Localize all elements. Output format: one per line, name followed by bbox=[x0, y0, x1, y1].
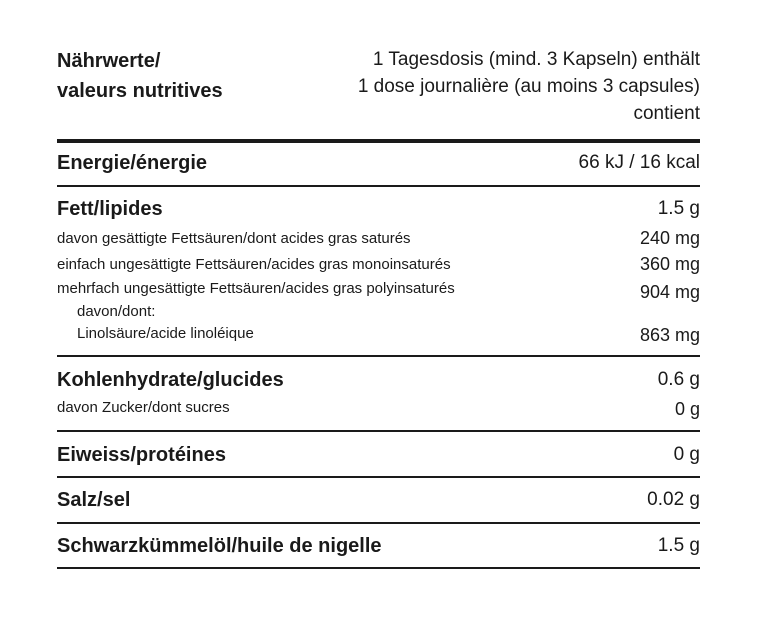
sugar-value: 0 g bbox=[674, 399, 700, 419]
header-serving-fr-cont: contient bbox=[633, 103, 700, 124]
nigella-value: 1.5 g bbox=[657, 535, 700, 556]
salt-label: Salz/sel bbox=[57, 489, 131, 511]
row-saturated bbox=[57, 227, 700, 249]
row-carbs bbox=[57, 368, 700, 394]
header-title-fr: valeurs nutritives bbox=[57, 80, 223, 102]
linoleic-label: Linolsäure/acide linoléique bbox=[77, 325, 254, 342]
fat-value: 1.5 g bbox=[657, 198, 700, 219]
header-title-de: Nährwerte/ bbox=[57, 50, 161, 72]
row-linoleic bbox=[57, 324, 700, 346]
row-poly bbox=[57, 279, 700, 301]
row-sugar bbox=[57, 398, 700, 420]
fat-label: Fett/lipides bbox=[57, 198, 163, 220]
row-nigella bbox=[57, 534, 700, 560]
row-energy bbox=[57, 151, 700, 177]
header-serving-fr: 1 dose journalière (au moins 3 capsules) bbox=[357, 76, 700, 97]
row-of-which bbox=[57, 302, 700, 324]
row-protein bbox=[57, 443, 700, 469]
divider-protein bbox=[57, 476, 700, 478]
table-header bbox=[57, 46, 700, 130]
divider-salt bbox=[57, 522, 700, 524]
nigella-label: Schwarzkümmelöl/huile de nigelle bbox=[57, 535, 382, 557]
linoleic-value: 863 mg bbox=[639, 325, 700, 345]
divider-bottom bbox=[57, 567, 700, 569]
divider-energy bbox=[57, 185, 700, 187]
saturated-label: davon gesättigte Fettsäuren/dont acides gras saturés bbox=[57, 230, 411, 247]
divider-header bbox=[57, 139, 700, 143]
header-serving-de: 1 Tagesdosis (mind. 3 Kapseln) enthält bbox=[372, 49, 700, 70]
header-title bbox=[57, 46, 223, 106]
row-fat bbox=[57, 197, 700, 223]
energy-label: Energie/énergie bbox=[57, 152, 208, 174]
divider-carbs bbox=[57, 430, 700, 432]
divider-fat bbox=[57, 355, 700, 357]
saturated-value: 240 mg bbox=[639, 228, 700, 248]
sugar-label: davon Zucker/dont sucres bbox=[57, 399, 230, 416]
carbs-value: 0.6 g bbox=[657, 369, 700, 390]
mono-value: 360 mg bbox=[639, 254, 700, 274]
of-which-label: davon/dont: bbox=[77, 303, 156, 320]
poly-value: 904 mg bbox=[639, 282, 700, 302]
row-mono bbox=[57, 253, 700, 275]
mono-label: einfach ungesättigte Fettsäuren/acides gras monoinsaturés bbox=[57, 256, 451, 273]
salt-value: 0.02 g bbox=[647, 489, 700, 510]
nutrition-table bbox=[57, 0, 700, 621]
protein-value: 0 g bbox=[673, 444, 700, 465]
energy-value: 66 kJ / 16 kcal bbox=[578, 152, 700, 173]
header-serving bbox=[358, 46, 700, 127]
carbs-label: Kohlenhydrate/glucides bbox=[57, 369, 284, 391]
row-salt bbox=[57, 488, 700, 514]
protein-label: Eiweiss/protéines bbox=[57, 444, 226, 466]
poly-label: mehrfach ungesättigte Fettsäuren/acides gras polyinsaturés bbox=[57, 280, 455, 297]
